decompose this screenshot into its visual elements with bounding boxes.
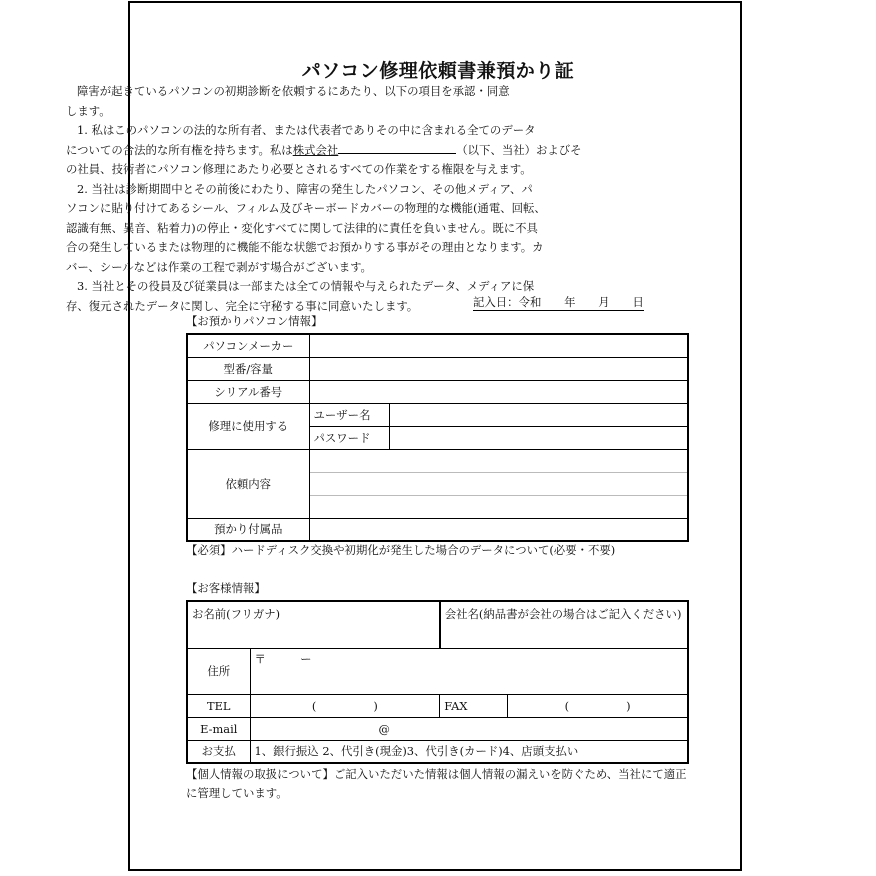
username-label: ユーザー名 xyxy=(309,403,389,426)
company-field[interactable] xyxy=(440,601,688,648)
tel-paren: ( ) xyxy=(311,698,378,713)
address-label: 住所 xyxy=(187,648,250,694)
model-input[interactable] xyxy=(309,357,688,380)
tel-field[interactable] xyxy=(250,694,440,717)
email-label: E-mail xyxy=(187,717,250,740)
privacy-note-line-1: 【個人情報の取扱について】ご記入いただいた情報は個人情報の漏えいを防ぐため、当社にて適正 xyxy=(186,767,687,781)
postal-mark: 〒 ー xyxy=(254,651,312,666)
pc-info-table xyxy=(186,333,689,542)
address-field[interactable] xyxy=(250,648,688,694)
privacy-note-line-2: に管理しています。 xyxy=(186,786,288,800)
customer-info-table xyxy=(186,600,689,764)
page-title: パソコン修理依頼書兼預かり証 xyxy=(301,60,575,82)
payment-options[interactable]: 1、銀行振込 2、代引き(現金)3、代引き(カード)4、店頭支払い xyxy=(250,740,688,763)
clause-3-line-2: 存、復元されたデータに関し、完全に守秘する事に同意いたします。 xyxy=(66,298,419,313)
email-at: @ xyxy=(378,721,390,736)
consent-text xyxy=(66,82,614,316)
company-label: 会社名(納品書が会社の場合はご記入ください) xyxy=(444,607,682,621)
clause-2-line-1: 2. 当社は診断期間中とその前後にわたり、障害の発生したパソコン、その他メディア、パ xyxy=(77,181,533,196)
clause-1-text: についての合法的な所有権を持ちます。私は xyxy=(66,142,293,157)
fax-paren: ( ) xyxy=(564,698,631,713)
request-line-3[interactable] xyxy=(309,495,688,518)
clause-2-line-3: 認識有無、異音、粘着力)の停止・変化すべてに関して法律的に責任を負いません。既に不具 xyxy=(66,220,538,235)
login-label: 修理に使用する xyxy=(187,403,309,449)
required-note: 【必須】ハードディスク交換や初期化が発生した場合のデータについて(必要・不要) xyxy=(186,543,616,557)
clause-2-line-4: 合の発生しているまたは物理的に機能不能な状態でお預かりする事がその理由となります。カ xyxy=(66,240,544,254)
clause-1-line-3: の社員、技術者にパソコン修理にあたり必要とされるすべての作業をする権限を与えます。 xyxy=(66,162,532,176)
accessories-input[interactable] xyxy=(309,518,688,541)
name-label: お名前(フリガナ) xyxy=(192,607,281,621)
fax-label: FAX xyxy=(440,694,508,717)
serial-label: シリアル番号 xyxy=(187,380,309,403)
request-line-2[interactable] xyxy=(309,472,688,495)
model-label: 型番/容量 xyxy=(187,357,309,380)
company-name-underline xyxy=(338,142,456,154)
name-field[interactable] xyxy=(187,601,440,648)
tel-label: TEL xyxy=(187,694,250,717)
password-label: パスワード xyxy=(309,426,389,449)
request-line-1[interactable] xyxy=(309,449,688,472)
username-input[interactable] xyxy=(389,403,688,426)
pc-section-heading: 【お預かりパソコン情報】 xyxy=(186,314,323,328)
privacy-note xyxy=(186,765,696,803)
serial-input[interactable] xyxy=(309,380,688,403)
clause-3-line-1: 3. 当社とその役員及び従業員は一部または全ての情報や与えられたデータ、メディアに保 xyxy=(77,279,535,293)
company-name-blank: 株式会社 xyxy=(292,142,339,157)
maker-input[interactable] xyxy=(309,334,688,357)
fax-field[interactable] xyxy=(508,694,688,717)
clause-1-line-1: 1. 私はこのパソコンの法的な所有者、または代表者でありその中に含まれる全てのデータ xyxy=(77,123,536,137)
customer-section-heading: 【お客様情報】 xyxy=(186,581,266,595)
date-line: 記入日：令和 年 月 日 xyxy=(473,295,644,309)
accessories-label: 預かり付属品 xyxy=(187,518,309,541)
clause-1-text-cont: （以下、当社）およびそ xyxy=(456,142,582,157)
intro-line-2: します。 xyxy=(66,103,111,118)
clause-2-line-5: バー、シールなどは作業の工程で剥がす場合がございます。 xyxy=(66,259,372,274)
request-label: 依頼内容 xyxy=(187,449,309,518)
clause-2-line-2: ソコンに貼り付けてあるシール、フィルム及びキーボードカバーの物理的な機能(通電、回転、 xyxy=(66,201,546,215)
maker-label: パソコンメーカー xyxy=(187,334,309,357)
intro-line-1: 障害が起きているパソコンの初期診断を依頼するにあたり、以下の項目を承認・同意 xyxy=(77,84,510,98)
clause-1-line-2 xyxy=(66,141,614,161)
email-field[interactable] xyxy=(250,717,688,740)
payment-label: お支払 xyxy=(187,740,250,763)
password-input[interactable] xyxy=(389,426,688,449)
